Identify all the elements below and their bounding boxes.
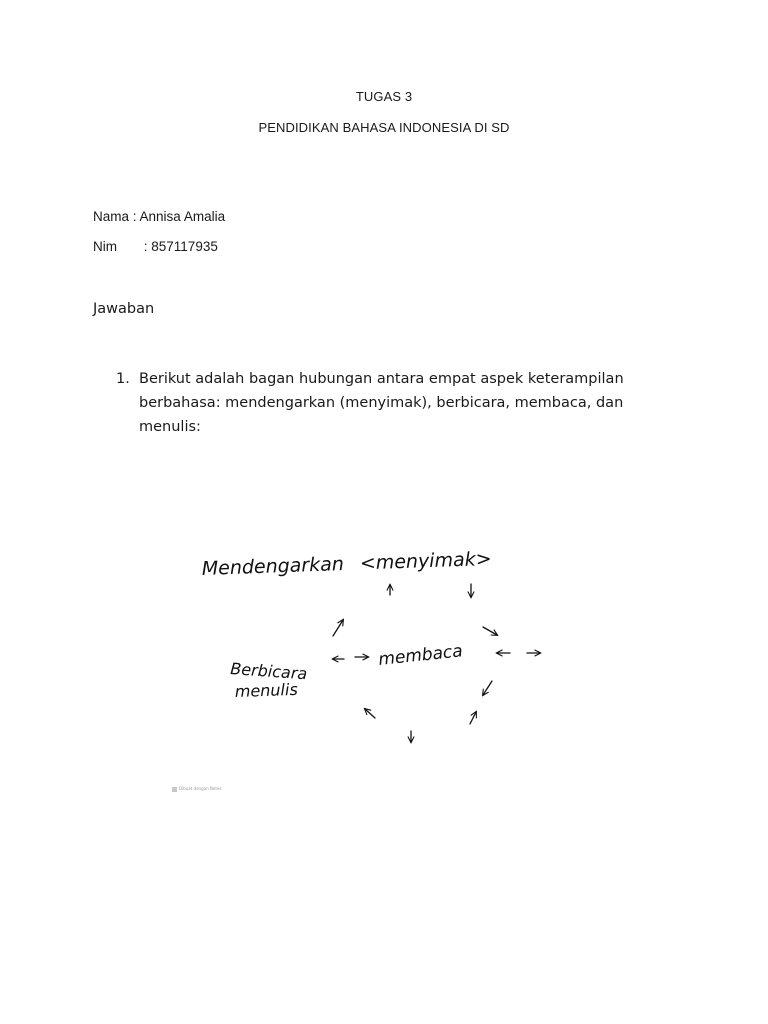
diagram-center-label: membaca (377, 641, 464, 670)
arrow-right-upper (483, 627, 497, 635)
arrow-up-bottom-right (470, 712, 476, 724)
answer-heading: Jawaban (93, 301, 155, 317)
question-text: Berikut adalah bagan hubungan antara empat aspek keterampilan berbahasa: mendengarkan (menyimak), berbicara, membaca, dan menulis: (139, 371, 624, 435)
arrow-up-bottom-left (365, 709, 375, 718)
question-item (116, 367, 656, 439)
handwritten-diagram (172, 517, 552, 797)
nim-label: Nim (93, 239, 117, 254)
diagram-left-label-1: Berbicara (229, 659, 308, 684)
student-name-row (93, 209, 225, 224)
watermark-icon (172, 787, 177, 792)
nim-value: : 857117935 (143, 239, 218, 254)
diagram-left-label-2: menulis (234, 679, 299, 701)
name-label: Nama (93, 209, 130, 224)
arrow-up-left (333, 620, 343, 636)
document-subtitle: PENDIDIKAN BAHASA INDONESIA DI SD (258, 120, 510, 135)
student-nim-row (93, 239, 218, 254)
arrow-down-right (483, 681, 492, 695)
name-value: : Annisa Amalia (132, 209, 226, 224)
watermark-text: Dibuat dengan Notes (179, 786, 222, 791)
diagram-top-paren: <menyimak> (359, 547, 492, 575)
diagram-drawing (172, 517, 552, 797)
diagram-watermark (172, 786, 221, 792)
question-number: 1. (116, 371, 130, 387)
diagram-top-label: Mendengarkan (201, 553, 345, 580)
svg-text:Mendengarkan <menyimak (201, 548, 492, 580)
document-title: TUGAS 3 (355, 89, 413, 104)
